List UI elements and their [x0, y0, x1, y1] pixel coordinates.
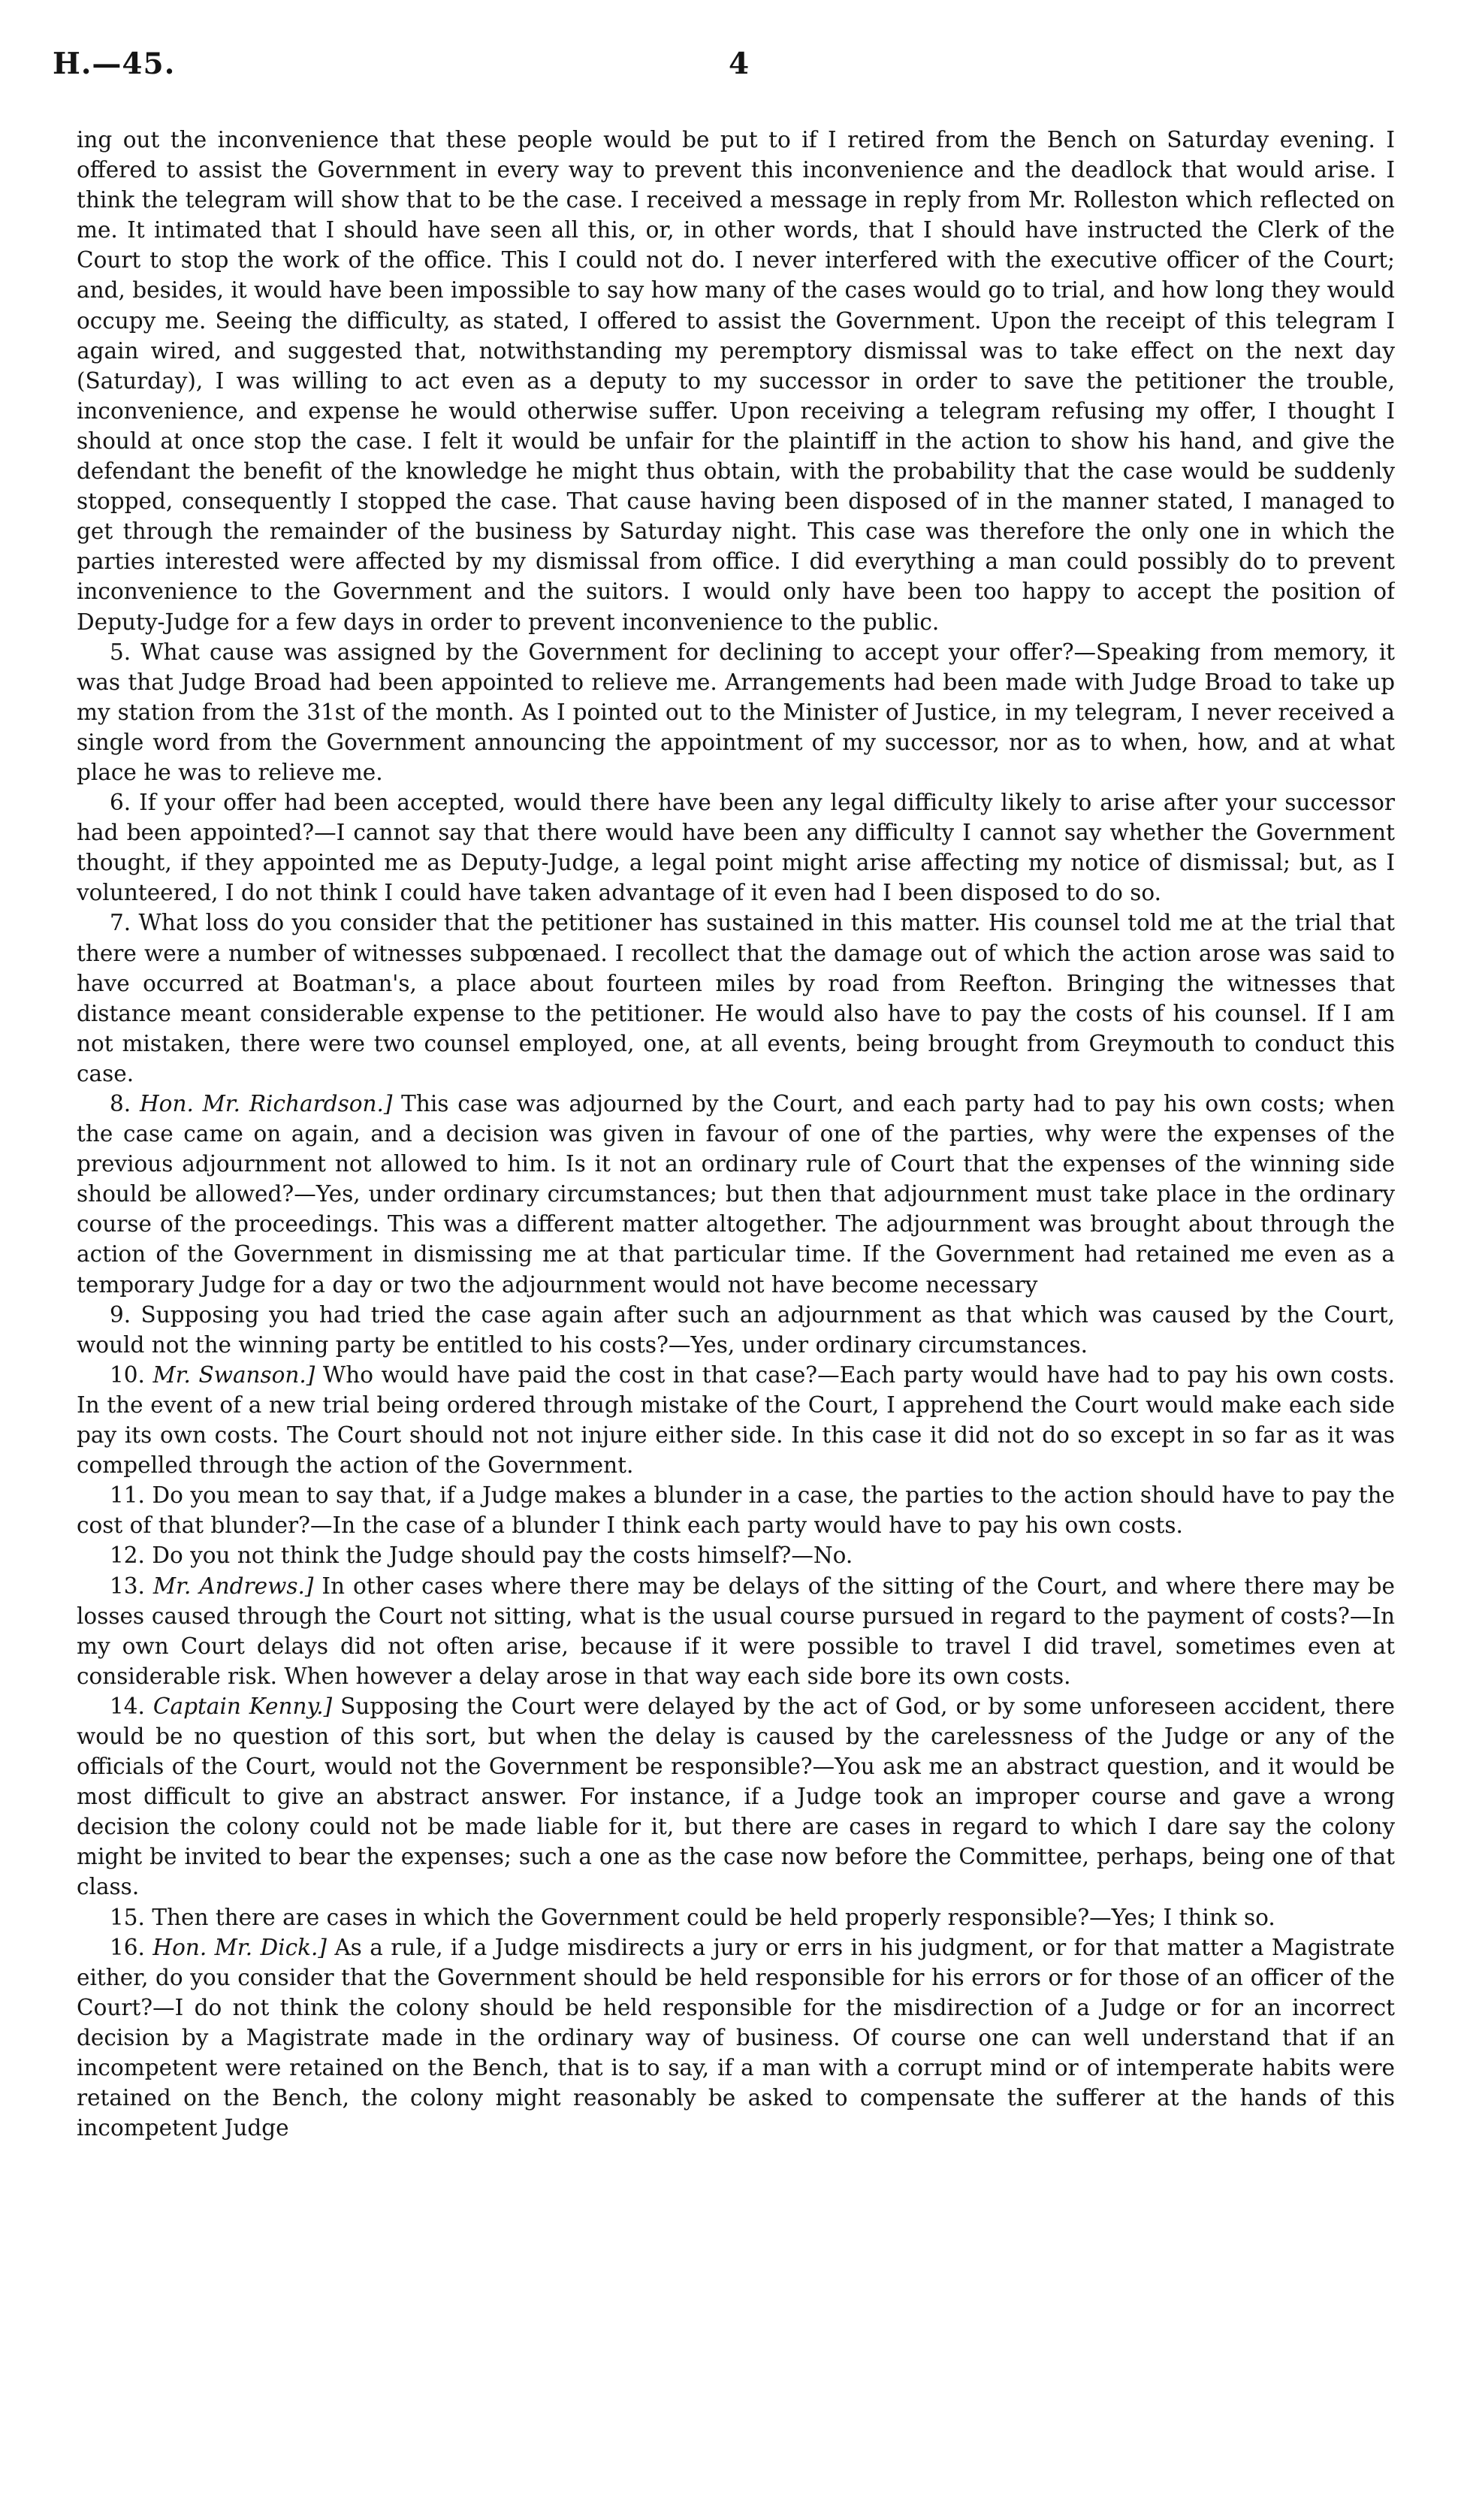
paragraph-text: What loss do you consider that the petitioner has sustained in this matter. His counsel told me at the trial that there were a number of witnesses subpœnaed. I recollect that the damage out of which the action arose was said to have occurred at Boatman's, a place about fourteen miles by road from Reefton. Bringing the witnesses that distance meant considerable expense to the petitioner. He would also have to pay the costs of his counsel. If I am not mistaken, there were two counsel employed, one, at all events, being brought from Greymouth to conduct this case. — [77, 910, 1395, 1086]
evidence-body — [77, 125, 1395, 2491]
paragraph-number: 6. — [110, 790, 131, 816]
evidence-paragraph — [77, 1571, 1395, 1691]
evidence-paragraph — [77, 1360, 1395, 1480]
paragraph-number: 10. — [110, 1361, 145, 1388]
evidence-paragraph — [77, 787, 1395, 908]
evidence-paragraph — [77, 1932, 1395, 2144]
paragraph-number: 9. — [110, 1301, 131, 1328]
evidence-paragraph — [77, 1902, 1395, 1932]
speaker-name: Mr. Swanson.] — [152, 1361, 315, 1388]
page-header — [53, 47, 1397, 92]
paragraph-text: Who would have paid the cost in that case?—Each party would have had to pay his own costs. In the event of a new trial being ordered through mistake of the Court, I apprehend the Court would make each side pay its own costs. The Court should not not injure either side. In this case it did not do so except in so far as it was compelled through the action of the Government. — [77, 1361, 1395, 1479]
evidence-paragraph — [77, 1089, 1395, 1300]
paragraph-text: Supposing the Court were delayed by the act of God, or by some unforeseen accident, there would be no question of this sort, but when the delay is caused by the carelessness of the Judge or any of the officials of the Court, would not the Government be responsible?—You ask me an abstract question, and it would be most difficult to give an abstract answer. For instance, if a Judge took an improper course and gave a wrong decision the colony could not be made liable for it, but there are cases in regard to which I dare say the colony might be invited to bear the expenses; such a one as the case now before the Committee, perhaps, being one of that class. — [77, 1693, 1395, 1900]
paragraph-number: 11. — [110, 1482, 145, 1509]
paragraph-text: Do you mean to say that, if a Judge makes a blunder in a case, the parties to the action should have to pay the cost of that blunder?—In the case of a blunder I think each party would have to pay his own costs. — [77, 1482, 1395, 1539]
continued-paragraph: ing out the inconvenience that these people would be put to if I retired from the Bench on Saturday evening. I offered to assist the Government in every way to prevent this inconvenience and the deadlock that would arise. I think the telegram will show that to be the case. I received a message in reply from Mr. Rolleston which reflected on me. It intimated that I should have seen all this, or, in other words, that I should have instructed the Clerk of the Court to stop the work of the office. This I could not do. I never interfered with the executive officer of the Court; and, besides, it would have been impossible to say how many of the cases would go to trial, and how long they would occupy me. Seeing the difficulty, as stated, I offered to assist the Government. Upon the receipt of this telegram I again wired, and suggested that, notwithstanding my peremptory dismissal was to take effect on the next day (Saturday), I was willing to act even as a deputy to my successor in order to save the petitioner the trouble, inconvenience, and expense he would otherwise suffer. Upon receiving a telegram refusing my offer, I thought I should at once stop the case. I felt it would be unfair for the plaintiff in the action to show his hand, and give the defendant the benefit of the knowledge he might thus obtain, with the probability that the case would be suddenly stopped, consequently I stopped the case. That cause having been disposed of in the manner stated, I managed to get through the remainder of the business by Saturday night. This case was therefore the only one in which the parties interested were affected by my dismissal from office. I did everything a man could possibly do to prevent inconvenience to the Government and the suitors. I would only have been too happy to accept the position of Deputy-Judge for a few days in order to prevent inconvenience to the public. — [77, 127, 1395, 635]
paragraph-number: 15. — [110, 1904, 145, 1930]
evidence-paragraph — [77, 1540, 1395, 1570]
paragraph-text: Do you not think the Judge should pay the costs himself?—No. — [152, 1543, 853, 1569]
paragraph-number: 12. — [110, 1543, 145, 1569]
evidence-paragraph — [77, 1480, 1395, 1540]
paragraph-text: Supposing you had tried the case again after such an adjournment as that which was caused by the Court, would not the winning party be entitled to his costs?—Yes, under ordinary circumstances. — [77, 1301, 1395, 1358]
evidence-paragraph — [77, 908, 1395, 1089]
speaker-name: Hon. Mr. Richardson.] — [139, 1091, 393, 1116]
paragraph-number: 14. — [110, 1693, 145, 1719]
paragraph-text: Then there are cases in which the Government could be held properly responsible?—Yes; I think so. — [152, 1904, 1275, 1930]
question-answer-list — [77, 637, 1395, 2144]
paragraph-number: 13. — [110, 1573, 145, 1599]
paragraph-text: What cause was assigned by the Government for declining to accept your offer?—Speaking from memory, it was that Judge Broad had been appointed to relieve me. Arrangements had been made with Judge Broad to take up my station from the 31st of the month. As I pointed out to the Minister of Justice, in my telegram, I never received a single word from the Government announcing the appointment of my successor, nor as to when, how, and at what place he was to relieve me. — [77, 639, 1395, 785]
paragraph-number: 16. — [110, 1934, 145, 1960]
document-id: H.—45. — [53, 47, 176, 81]
evidence-paragraph — [77, 1691, 1395, 1902]
paragraph-text: As a rule, if a Judge misdirects a jury or errs in his judgment, or for that matter a Magistrate either, do you consider that the Government should be held responsible for his errors or for those of an officer of the Court?—I do not think the colony should be held responsible for the misdirection of a Judge or for an incorrect decision by a Magistrate made in the ordinary way of business. Of course one can well understand that if an incompetent were retained on the Bench, that is to say, if a man with a corrupt mind or of intemperate habits were retained on the Bench, the colony might reasonably be asked to compensate the sufferer at the hands of this incompetent Judge — [77, 1934, 1395, 2141]
speaker-name: Captain Kenny.] — [152, 1693, 333, 1719]
paragraph-number: 8. — [110, 1091, 131, 1116]
paragraph-text: In other cases where there may be delays of the sitting of the Court, and where there may be losses caused through the Court not sitting, what is the usual course pursued in regard to the payment of costs?—In my own Court delays did not often arise, because if it were possible to travel I did travel, sometimes even at considerable risk. When however a delay arose in that way each side bore its own costs. — [77, 1573, 1395, 1689]
paragraph-text: If your offer had been accepted, would there have been any legal difficulty likely to arise after your successor had been appointed?—I cannot say that there would have been any difficulty I cannot say whether the Government thought, if they appointed me as Deputy-Judge, a legal point might arise affecting my notice of dismissal; but, as I volunteered, I do not think I could have taken advantage of it even had I been disposed to do so. — [77, 790, 1395, 906]
paragraph-number: 7. — [110, 910, 131, 936]
speaker-name: Hon. Mr. Dick.] — [152, 1934, 327, 1960]
evidence-paragraph — [77, 637, 1395, 787]
paragraph-number: 5. — [110, 639, 131, 665]
speaker-name: Mr. Andrews.] — [152, 1573, 314, 1599]
page-number: 4 — [729, 47, 750, 81]
evidence-paragraph — [77, 1300, 1395, 1360]
paragraph-text: This case was adjourned by the Court, and each party had to pay his own costs; when the case came on again, and a decision was given in favour of one of the parties, why were the expenses of the previous adjournment not allowed to him. Is it not an ordinary rule of Court that the expenses of the winning side should be allowed?—Yes, under ordinary circumstances; but then that adjournment must take place in the ordinary course of the proceedings. This was a different matter altogether. The adjournment was brought about through the action of the Government in dismissing me at that particular time. If the Government had retained me even as a temporary Judge for a day or two the adjournment would not have become necessary — [77, 1091, 1395, 1298]
